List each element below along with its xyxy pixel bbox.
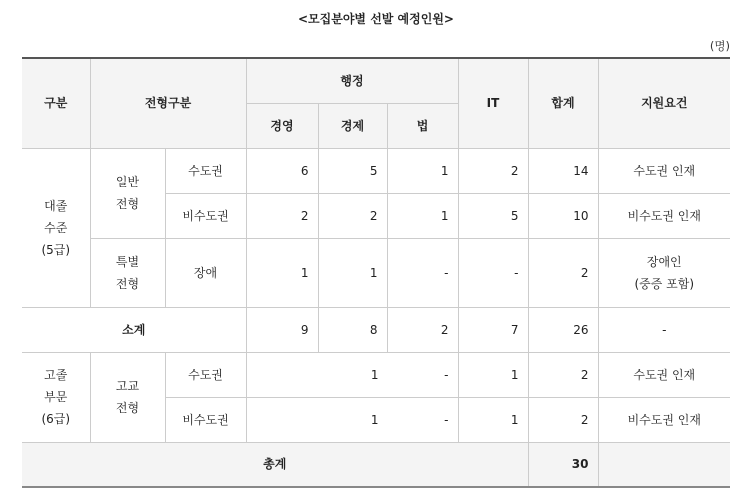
law-cell: 1 (387, 148, 458, 193)
table-row (22, 352, 730, 397)
requirement-cell: 비수도권 인재 (598, 397, 730, 442)
economics-cell: 8 (318, 307, 387, 352)
admin-cell (246, 397, 458, 442)
college-label-line3: (5급) (41, 242, 71, 257)
table-row (22, 148, 730, 193)
highschool-label-line2: 부문 (44, 390, 68, 404)
region-cell: 수도권 (165, 352, 246, 397)
economics-cell: 1 (318, 238, 387, 307)
sum-cell: 10 (528, 193, 598, 238)
it-cell: 1 (458, 352, 528, 397)
law-cell: - (387, 238, 458, 307)
it-cell: - (458, 238, 528, 307)
management-cell: 9 (246, 307, 318, 352)
requirement-cell (598, 238, 730, 307)
admin-cell (246, 352, 458, 397)
admin-value: 1 (370, 412, 379, 427)
economics-cell: 5 (318, 148, 387, 193)
header-selection-type: 전형구분 (90, 58, 246, 148)
requirement-line1: 장애인 (646, 254, 682, 269)
general-line2: 전형 (115, 197, 140, 211)
table-row (22, 238, 730, 307)
region-cell: 수도권 (165, 148, 246, 193)
management-cell: 2 (246, 193, 318, 238)
economics-cell: 2 (318, 193, 387, 238)
college-category (22, 148, 90, 307)
region-cell: 비수도권 (165, 397, 246, 442)
sum-cell: 2 (528, 352, 598, 397)
subtotal-label: 소계 (22, 307, 246, 352)
total-sum: 30 (528, 442, 598, 487)
highschool-category (22, 352, 90, 442)
sum-cell: 2 (528, 397, 598, 442)
header-requirement: 지원요건 (598, 58, 730, 148)
header-category: 구분 (22, 58, 90, 148)
special-selection (90, 238, 165, 307)
special-line1: 특별 (115, 254, 140, 269)
highschool-label-line3: (6급) (41, 412, 71, 426)
total-label: 총계 (22, 442, 528, 487)
total-row (22, 442, 730, 487)
law-value: - (444, 412, 449, 427)
highschool-label-line1: 고졸 (44, 368, 68, 382)
admin-value: 1 (370, 367, 379, 382)
requirement-cell: 수도권 인재 (598, 148, 730, 193)
highschool-selection (90, 352, 165, 442)
header-management: 경영 (246, 103, 318, 148)
college-label-line2: 수준 (44, 220, 68, 235)
highschool-type-line1: 고교 (115, 379, 140, 393)
general-selection (90, 148, 165, 238)
subtotal-row (22, 307, 730, 352)
college-label-line1: 대졸 (44, 198, 68, 213)
header-admin: 행정 (246, 58, 458, 103)
management-cell: 6 (246, 148, 318, 193)
header-it: IT (458, 58, 528, 148)
highschool-type-line2: 전형 (115, 401, 140, 415)
general-line1: 일반 (115, 175, 140, 189)
sum-cell: 26 (528, 307, 598, 352)
unit-label: (명) (709, 39, 730, 53)
table-title: <모집분야별 선발 예정인원> (298, 12, 454, 26)
it-cell: 5 (458, 193, 528, 238)
it-cell: 2 (458, 148, 528, 193)
region-cell: 장애 (165, 238, 246, 307)
header-law: 법 (387, 103, 458, 148)
recruitment-table (22, 57, 730, 488)
it-cell: 1 (458, 397, 528, 442)
law-cell: 1 (387, 193, 458, 238)
sum-cell: 14 (528, 148, 598, 193)
requirement-cell: 수도권 인재 (598, 352, 730, 397)
it-cell: 7 (458, 307, 528, 352)
header-row-1 (22, 58, 730, 103)
requirement-cell: - (598, 307, 730, 352)
special-line2: 전형 (115, 276, 140, 291)
header-economics: 경제 (318, 103, 387, 148)
total-requirement (598, 442, 730, 487)
header-sum: 합계 (528, 58, 598, 148)
requirement-cell: 비수도권 인재 (598, 193, 730, 238)
law-cell: 2 (387, 307, 458, 352)
sum-cell: 2 (528, 238, 598, 307)
management-cell: 1 (246, 238, 318, 307)
requirement-line2: (중증 포함) (634, 276, 695, 291)
region-cell: 비수도권 (165, 193, 246, 238)
law-value: - (444, 367, 449, 382)
